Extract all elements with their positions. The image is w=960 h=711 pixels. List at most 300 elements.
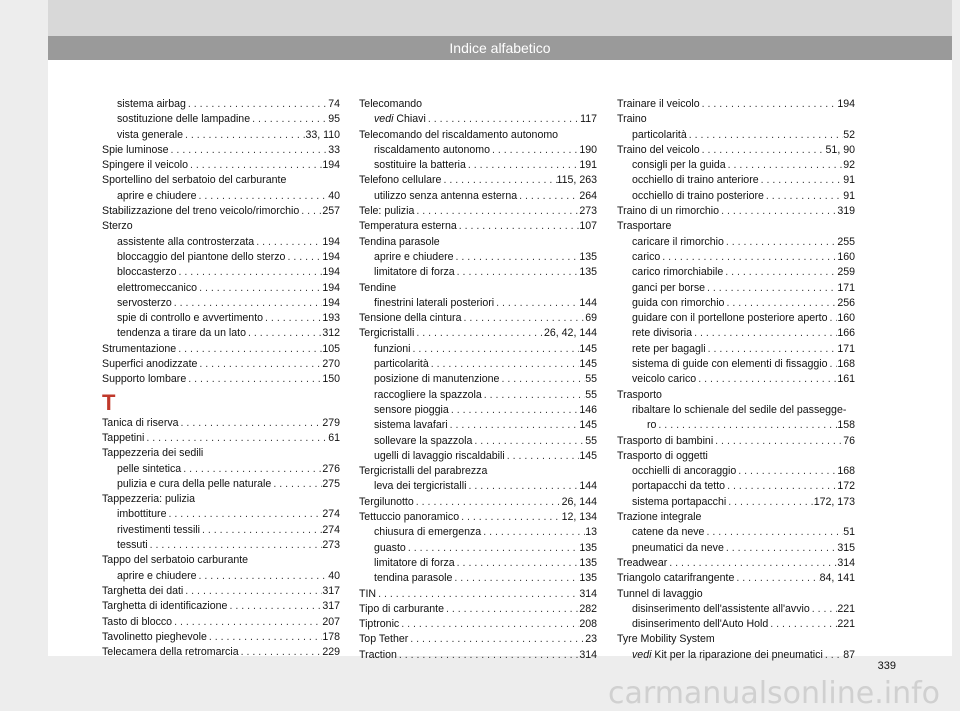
index-entry[interactable] [102, 431, 340, 446]
dot-leader [713, 434, 843, 449]
index-column-3 [617, 97, 855, 663]
index-entry[interactable] [102, 326, 340, 341]
entry-page-ref[interactable]: 51 [843, 526, 855, 539]
entry-page-ref[interactable]: 221 [837, 618, 855, 631]
entry-page-ref[interactable]: 144 [579, 480, 597, 493]
index-entry[interactable] [359, 434, 597, 449]
entry-text: Traction [359, 648, 397, 661]
entry-text: Supporto lombare [102, 373, 187, 386]
entry-text: sollevare la spazzola [374, 434, 473, 447]
entry-page-ref[interactable]: 171 [837, 281, 855, 294]
entry-page-ref[interactable]: 12, 134 [561, 511, 597, 524]
entry-text: pulizia e cura della pelle naturale [117, 477, 272, 490]
entry-text: leva dei tergicristalli [374, 480, 467, 493]
index-heading: Telecomando del riscaldamento autonomo [359, 128, 559, 141]
dot-leader [667, 556, 837, 571]
watermark: carmanualsonline.info [608, 676, 940, 711]
entry-page-ref[interactable]: 314 [837, 556, 855, 569]
entry-text: Trainare il veicolo [617, 98, 700, 110]
dot-leader [176, 342, 322, 357]
entry-page-ref[interactable]: 161 [837, 373, 855, 386]
index-entry[interactable] [617, 525, 855, 540]
index-entry[interactable] [102, 584, 340, 599]
entry-page-ref[interactable]: 171 [837, 342, 855, 355]
dot-leader [411, 342, 580, 357]
entry-page-ref[interactable]: 26, 42, 144 [543, 327, 597, 340]
index-entry[interactable] [359, 219, 597, 234]
entry-text: Tasto di blocco [102, 615, 173, 628]
entry-page-ref[interactable]: 207 [322, 615, 340, 628]
index-entry[interactable] [102, 342, 340, 357]
entry-page-ref[interactable]: 256 [837, 296, 855, 309]
index-entry[interactable] [617, 158, 855, 173]
index-entry[interactable] [359, 495, 597, 510]
entry-page-ref[interactable]: 264 [579, 189, 597, 202]
dot-leader [823, 648, 843, 663]
entry-page-ref[interactable]: 145 [579, 419, 597, 432]
index-entry[interactable] [102, 372, 340, 387]
entry-page-ref[interactable]: 145 [579, 342, 597, 355]
entry-page-ref[interactable]: 55 [585, 373, 597, 386]
entry-page-ref[interactable]: 319 [837, 205, 855, 218]
entry-page-ref[interactable]: 144 [579, 296, 597, 309]
entry-page-ref[interactable]: 23 [585, 633, 597, 646]
dot-leader [768, 617, 837, 632]
index-entry[interactable] [617, 648, 855, 663]
index-heading: Trasporto di oggetti [617, 449, 708, 462]
entry-text: Tergicristalli [359, 327, 415, 340]
dot-leader [197, 569, 329, 584]
dot-leader [724, 541, 837, 556]
entry-text: portapacchi da tetto [632, 480, 726, 493]
index-entry[interactable] [102, 265, 340, 280]
index-entry[interactable] [617, 97, 855, 112]
dot-leader [454, 250, 580, 265]
index-entry[interactable] [102, 204, 340, 219]
index-entry[interactable] [359, 173, 597, 188]
index-entry[interactable] [359, 250, 597, 265]
index-heading: Tendina parasole [359, 235, 440, 248]
entry-text: Temperatura esterna [359, 220, 457, 233]
index-entry[interactable] [617, 173, 855, 188]
entry-page-ref[interactable]: 135 [579, 572, 597, 585]
index-heading: Sterzo [102, 220, 133, 233]
dot-leader [725, 479, 837, 494]
entry-page-ref[interactable]: 194 [322, 266, 340, 279]
index-entry[interactable] [359, 311, 597, 326]
index-entry[interactable] [359, 556, 597, 571]
index-entry[interactable] [359, 265, 597, 280]
dot-leader [494, 296, 579, 311]
dot-leader [828, 311, 838, 326]
entry-page-ref[interactable]: 160 [837, 312, 855, 325]
index-entry[interactable] [617, 143, 855, 158]
entry-page-ref[interactable]: 55 [585, 434, 597, 447]
entry-page-ref[interactable]: 92 [843, 159, 855, 172]
dot-leader [299, 204, 322, 219]
entry-page-ref[interactable]: 314 [579, 648, 597, 661]
index-entry[interactable] [617, 342, 855, 357]
entry-page-ref[interactable]: 276 [322, 462, 340, 475]
entry-page-ref[interactable]: 76 [843, 434, 855, 447]
dot-leader [734, 571, 819, 586]
index-entry[interactable] [617, 571, 855, 586]
index-entry[interactable] [359, 571, 597, 586]
entry-page-ref[interactable]: 84, 141 [819, 572, 855, 585]
entry-page-ref[interactable]: 55 [585, 388, 597, 401]
entry-page-ref[interactable]: 274 [322, 508, 340, 521]
entry-text: Trasporto di bambini [617, 434, 714, 447]
entry-page-ref[interactable]: 255 [837, 235, 855, 248]
entry-text: catene da neve [632, 526, 705, 539]
entry-page-ref[interactable]: 135 [579, 541, 597, 554]
index-entry[interactable] [102, 296, 340, 311]
dot-leader [254, 235, 322, 250]
entry-text: particolarità [374, 358, 429, 371]
index-entry[interactable] [102, 462, 340, 477]
index-entry[interactable] [617, 189, 855, 204]
entry-text: Kit per la riparazione dei pneumatici [654, 648, 823, 661]
entry-page-ref[interactable]: 61 [328, 431, 340, 444]
index-entry[interactable] [617, 326, 855, 341]
dot-leader [169, 143, 329, 158]
entry-page-ref[interactable]: 314 [579, 587, 597, 600]
index-entry[interactable] [102, 538, 340, 553]
index-entry[interactable] [359, 326, 597, 341]
index-heading: Tyre Mobility System [617, 633, 715, 646]
entry-page-ref[interactable]: 257 [322, 205, 340, 218]
entry-page-ref[interactable]: 150 [322, 373, 340, 386]
dot-leader [455, 556, 580, 571]
index-entry[interactable] [359, 418, 597, 433]
entry-text: elettromeccanico [117, 281, 198, 294]
dot-leader [706, 342, 838, 357]
index-heading: Tappezzeria: pulizia [102, 493, 196, 506]
entry-page-ref[interactable]: 273 [322, 539, 340, 552]
index-entry[interactable] [617, 265, 855, 280]
entry-page-ref[interactable]: 145 [579, 358, 597, 371]
index-entry[interactable] [102, 569, 340, 584]
entry-page-ref[interactable]: 105 [322, 342, 340, 355]
entry-page-ref[interactable]: 178 [322, 630, 340, 643]
entry-text: posizione di manutenzione [374, 373, 500, 386]
dot-leader [466, 158, 579, 173]
dot-leader [285, 250, 322, 265]
index-entry[interactable] [359, 388, 597, 403]
entry-page-ref[interactable]: 117 [580, 113, 597, 126]
dot-leader [517, 189, 579, 204]
entry-page-ref[interactable]: 259 [837, 266, 855, 279]
entry-page-ref[interactable]: 191 [579, 159, 597, 172]
entry-page-ref[interactable]: 40 [328, 569, 340, 582]
entry-page-ref[interactable]: 194 [322, 235, 340, 248]
dot-leader [186, 97, 328, 112]
entry-text: guidare con il portellone posteriore aperto [632, 312, 828, 325]
index-entry[interactable] [359, 143, 597, 158]
index-heading: Trasporto [617, 388, 662, 401]
entry-page-ref[interactable]: 87 [843, 648, 855, 661]
entry-page-ref[interactable]: 40 [328, 189, 340, 202]
entry-text: Superfici anodizzate [102, 358, 198, 371]
entry-page-ref[interactable]: 172 [837, 480, 855, 493]
page-number: 339 [877, 660, 896, 672]
dot-leader [227, 599, 322, 614]
index-entry[interactable] [617, 479, 855, 494]
dot-leader [726, 158, 844, 173]
entry-text: particolarità [632, 128, 687, 141]
entry-page-ref[interactable]: 135 [579, 250, 597, 263]
entry-page-ref[interactable]: 74 [328, 98, 340, 110]
dot-leader [426, 112, 580, 127]
dot-leader [166, 507, 322, 522]
dot-leader [181, 462, 322, 477]
entry-text: ro [647, 419, 657, 432]
entry-page-ref[interactable]: 282 [579, 602, 597, 615]
entry-page-ref[interactable]: 91 [843, 174, 855, 187]
entry-text: Tettuccio panoramico [359, 511, 460, 524]
index-entry[interactable] [617, 602, 855, 617]
entry-text: disinserimento dell'assistente all'avvio [632, 602, 810, 615]
entry-page-ref[interactable]: 52 [843, 128, 855, 141]
dot-leader [459, 510, 562, 525]
index-entry[interactable] [359, 510, 597, 525]
entry-page-ref[interactable]: 221 [837, 602, 855, 615]
dot-leader [457, 219, 580, 234]
index-entry[interactable] [102, 416, 340, 431]
entry-text: Treadwear [617, 556, 668, 569]
dot-leader [692, 326, 837, 341]
entry-page-ref[interactable]: 69 [585, 312, 597, 325]
entry-page-ref[interactable]: 208 [579, 618, 597, 631]
entry-text: Traino di un rimorchio [617, 205, 720, 218]
index-entry[interactable] [102, 158, 340, 173]
index-entry[interactable] [359, 602, 597, 617]
entry-text: Targhetta di identificazione [102, 600, 228, 613]
vedi-label: vedi [632, 648, 652, 661]
index-entry[interactable] [359, 189, 597, 204]
index-entry[interactable] [359, 296, 597, 311]
index-entry[interactable] [617, 235, 855, 250]
entry-page-ref[interactable]: 33, 110 [305, 128, 340, 141]
entry-page-ref[interactable]: 158 [837, 419, 855, 432]
entry-text: rivestimenti tessili [117, 523, 201, 536]
entry-page-ref[interactable]: 194 [322, 281, 340, 294]
entry-page-ref[interactable]: 146 [579, 403, 597, 416]
entry-page-ref[interactable]: 194 [322, 296, 340, 309]
entry-text: Tergilunotto [359, 495, 414, 508]
entry-page-ref[interactable]: 91 [843, 189, 855, 202]
entry-text: ugelli di lavaggio riscaldabili [374, 449, 505, 462]
entry-text: sistema airbag [117, 98, 186, 110]
entry-text: Stabilizzazione del treno veicolo/rimorchio [102, 205, 300, 218]
entry-page-ref[interactable]: 172, 173 [813, 495, 855, 508]
index-entry[interactable] [359, 449, 597, 464]
entry-text: finestrini laterali posteriori [374, 296, 495, 309]
entry-text: Top Tether [359, 633, 409, 646]
dot-leader [429, 357, 580, 372]
entry-page-ref[interactable]: 315 [837, 541, 855, 554]
index-entry[interactable] [102, 143, 340, 158]
index-heading: Trazione integrale [617, 511, 702, 524]
dot-leader [736, 464, 837, 479]
entry-text: pelle sintetica [117, 462, 182, 475]
entry-page-ref[interactable]: 190 [579, 143, 597, 156]
entry-page-ref[interactable]: 229 [322, 646, 340, 659]
index-heading: Traino [617, 113, 647, 126]
index-entry[interactable] [617, 418, 855, 433]
dot-leader [444, 602, 579, 617]
dot-leader [455, 265, 580, 280]
index-entry[interactable] [359, 112, 597, 127]
index-entry[interactable] [102, 97, 340, 112]
index-entry[interactable] [617, 372, 855, 387]
index-entry[interactable] [102, 615, 340, 630]
entry-text: tendina parasole [374, 572, 453, 585]
entry-page-ref[interactable]: 317 [322, 584, 340, 597]
dot-leader [724, 235, 837, 250]
index-entry[interactable] [359, 342, 597, 357]
entry-page-ref[interactable]: 270 [322, 358, 340, 371]
index-entry[interactable] [617, 495, 855, 510]
dot-leader [239, 645, 323, 660]
dot-leader [414, 495, 562, 510]
entry-text: Spingere il veicolo [102, 159, 188, 172]
index-entry[interactable] [617, 250, 855, 265]
index-entry[interactable] [617, 556, 855, 571]
index-column-2 [359, 97, 597, 663]
entry-page-ref[interactable]: 107 [579, 220, 597, 233]
index-heading: Sportellino del serbatoio del carburante [102, 174, 287, 187]
dot-leader [724, 296, 837, 311]
entry-text: Telecamera della retromarcia [102, 646, 239, 659]
dot-leader [197, 281, 322, 296]
index-entry[interactable] [102, 645, 340, 660]
dot-leader [183, 128, 305, 143]
entry-page-ref[interactable]: 115, 263 [556, 174, 597, 187]
dot-leader [408, 632, 585, 647]
index-entry[interactable] [359, 403, 597, 418]
entry-page-ref[interactable]: 279 [322, 416, 340, 429]
dot-leader [399, 617, 579, 632]
index-entry[interactable] [102, 357, 340, 372]
dot-leader [726, 495, 814, 510]
dot-leader [144, 431, 328, 446]
index-entry[interactable] [359, 158, 597, 173]
index-entry[interactable] [359, 357, 597, 372]
index-entry[interactable] [359, 525, 597, 540]
index-entry[interactable] [102, 235, 340, 250]
index-entry[interactable] [102, 189, 340, 204]
entry-text: Tipo di carburante [359, 602, 444, 615]
entry-text: sistema lavafari [374, 419, 448, 432]
entry-page-ref[interactable]: 166 [837, 327, 855, 340]
entry-text: Telefono cellulare [359, 174, 442, 187]
index-heading: Trasportare [617, 220, 672, 233]
entry-text: aprire e chiudere [117, 569, 197, 582]
entry-page-ref[interactable]: 312 [322, 327, 340, 340]
index-entry[interactable] [359, 632, 597, 647]
index-heading: Telecomando [359, 98, 423, 110]
entry-page-ref[interactable]: 275 [322, 477, 340, 490]
dot-leader [810, 602, 838, 617]
index-entry[interactable] [102, 311, 340, 326]
entry-page-ref[interactable]: 273 [579, 205, 597, 218]
index-entry[interactable] [102, 599, 340, 614]
entry-page-ref[interactable]: 168 [837, 358, 855, 371]
entry-text: bloccasterzo [117, 266, 177, 279]
index-entry[interactable] [359, 617, 597, 632]
dot-leader [764, 189, 843, 204]
index-entry[interactable] [359, 372, 597, 387]
index-entry[interactable] [617, 464, 855, 479]
index-entry[interactable] [617, 204, 855, 219]
index-entry[interactable] [102, 523, 340, 538]
entry-page-ref[interactable]: 194 [322, 159, 340, 172]
index-entry[interactable] [359, 204, 597, 219]
entry-page-ref[interactable]: 193 [322, 312, 340, 325]
entry-page-ref[interactable]: 33 [328, 143, 340, 156]
index-entry[interactable] [617, 128, 855, 143]
dot-leader [246, 326, 322, 341]
index-entry[interactable] [102, 128, 340, 143]
entry-page-ref[interactable]: 51, 90 [825, 143, 855, 156]
dot-leader [414, 204, 579, 219]
entry-page-ref[interactable]: 274 [322, 523, 340, 536]
entry-page-ref[interactable]: 194 [322, 250, 340, 263]
entry-page-ref[interactable]: 194 [837, 98, 855, 110]
index-entry[interactable] [359, 541, 597, 556]
entry-page-ref[interactable]: 95 [328, 113, 340, 126]
entry-text: guida con rimorchio [632, 296, 725, 309]
entry-text: riscaldamento autonomo [374, 143, 491, 156]
dot-leader [183, 584, 322, 599]
entry-text: sistema portapacchi [632, 495, 727, 508]
entry-page-ref[interactable]: 135 [579, 266, 597, 279]
entry-text: raccogliere la spazzola [374, 388, 482, 401]
dot-leader [197, 189, 329, 204]
index-entry[interactable] [102, 507, 340, 522]
entry-text: caricare il rimorchio [632, 235, 724, 248]
index-entry[interactable] [102, 630, 340, 645]
entry-page-ref[interactable]: 26, 144 [561, 495, 597, 508]
index-entry[interactable] [102, 477, 340, 492]
index-entry[interactable] [102, 112, 340, 127]
entry-page-ref[interactable]: 317 [322, 600, 340, 613]
dot-leader [449, 403, 580, 418]
index-entry[interactable] [617, 434, 855, 449]
entry-page-ref[interactable]: 168 [837, 465, 855, 478]
index-entry[interactable] [617, 281, 855, 296]
dot-leader [188, 158, 322, 173]
index-entry[interactable] [617, 357, 855, 372]
index-entry[interactable] [617, 296, 855, 311]
entry-page-ref[interactable]: 160 [837, 250, 855, 263]
entry-page-ref[interactable]: 145 [579, 449, 597, 462]
entry-page-ref[interactable]: 13 [585, 526, 597, 539]
index-entry[interactable] [102, 281, 340, 296]
dot-leader [179, 416, 323, 431]
index-entry[interactable] [617, 541, 855, 556]
entry-page-ref[interactable]: 135 [579, 556, 597, 569]
entry-text: bloccaggio del piantone dello sterzo [117, 250, 286, 263]
index-entry[interactable] [617, 617, 855, 632]
index-entry[interactable] [102, 250, 340, 265]
index-entry[interactable] [359, 648, 597, 663]
entry-text: sostituire la batteria [374, 159, 466, 172]
index-entry[interactable] [359, 587, 597, 602]
index-entry[interactable] [359, 479, 597, 494]
index-entry[interactable] [617, 311, 855, 326]
